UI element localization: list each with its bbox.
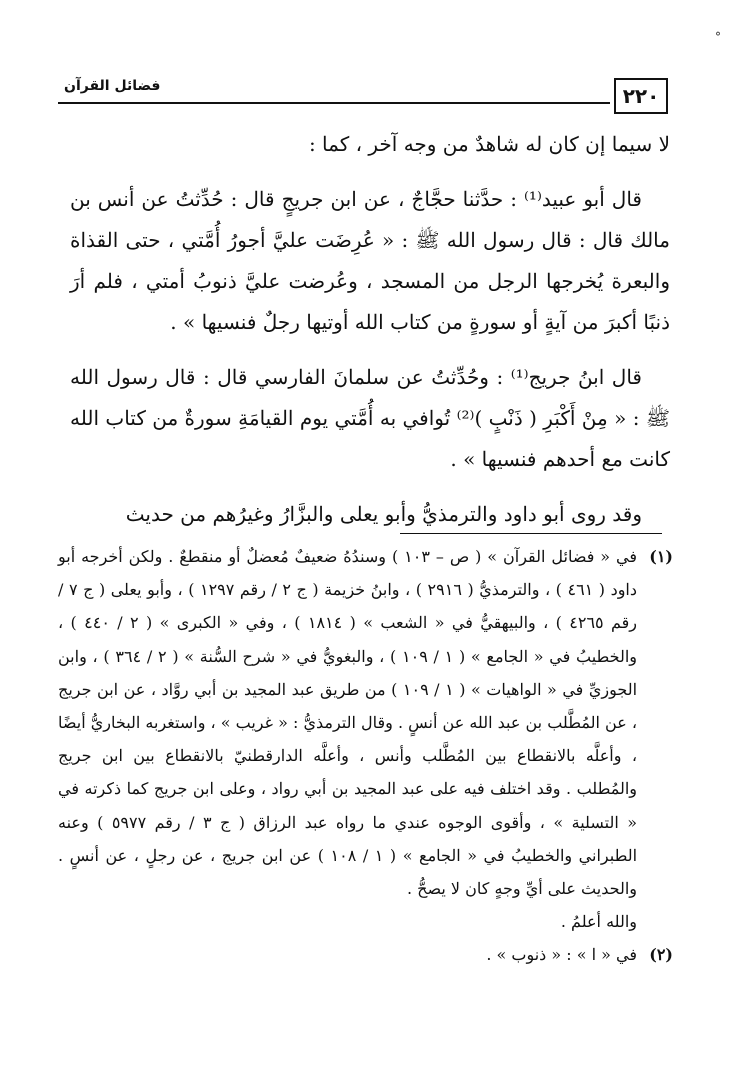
footnotes xyxy=(58,540,673,972)
footnote-number: (١) xyxy=(649,547,673,566)
main-paragraph-3: قال ابنُ جريج⁽¹⁾ : وحُدِّثتُ عن سلمانَ الفارسي قال : قال رسول الله ﷺ : « مِنْ أَكْبَرِ ( ذَنْبٍ )⁽²⁾ تُوافي به أُمَّتي يوم القيامَةِ سورةٌ من كتاب الله كانت مع أحدهم فنسيها » . xyxy=(70,365,671,471)
footnote-paragraph: في « فضائل القرآن » ( ص – ١٠٣ ) وسندُهُ ضعيفٌ مُعضلٌ أو منقطعٌ . ولكن أخرجه أبو داود ( ٤٦١ ) ، والترمذيُّ ( ٢٩١٦ ) ، وابنُ خزيمة ( ج ٢ / رقم ١٢٩٧ ) ، وأبو يعلى ( ج ٧ / رقم ٤٢٦٥ ) ، والبيهقيُّ في « الشعب » ( ١٨١٤ ) ، وفي « الكبرى » ( ٢ / ٤٤٠ ) ، والخطيبُ في « الجامع » ( ١ / ١٠٩ ) ، والبغويُّ في « شرح السُّنة » ( ٢ / ٣٦٤ ) ، وابن الجوزيِّ في « الواهيات » ( ١ / ١٠٩ ) من طريق عبد المجيد بن أبي روَّاد ، عن ابن جريج ، عن المُطَّلب بن عبد الله عن أنسٍ . وقال الترمذيُّ : « غريب » ، واستغربه البخاريُّ أيضًا ، وأعلَّه بالانقطاع بين المُطَّلب وأنس ، وأعلَّه الدارقطنيّ بالانقطاع بين ابن جريج والمُطلب . وقد اختلف فيه على عبد المجيد بن أبي رواد ، وعلى ابن جريج كما ذكرته في « التسلية » ، وأقوى الوجوه عندي ما رواه عبد الرزاق ( ج ٣ / رقم ٥٩٧٧ ) وعنه الطبراني والخطيبُ في « الجامع » ( ١ / ١٠٨ ) عن ابن جريج ، عن رجلٍ ، عن أنسٍ . والحديث على أيِّ وجهٍ كان لا يصحُّ . xyxy=(58,547,638,899)
page-number: ٢٢٠ xyxy=(614,78,668,114)
footnote-2 xyxy=(58,938,673,971)
running-title: فضائل القرآن xyxy=(64,78,161,94)
footnote-1 xyxy=(58,540,673,938)
footnote-separator xyxy=(400,533,662,534)
main-text xyxy=(70,124,670,549)
footnote-text xyxy=(58,540,637,938)
main-paragraph-1: لا سيما إن كان له شاهدٌ من وجه آخر ، كما : xyxy=(308,132,670,156)
corner-mark: ° xyxy=(715,30,721,44)
footnote-paragraph: في « ا » : « ذنوب » . xyxy=(486,945,637,965)
main-paragraph-2: قال أبو عبيد⁽¹⁾ : حدَّثنا حجَّاجٌ ، عن ابن جريجٍ قال : حُدِّثتُ عن أنس بن مالك قال : قال رسول الله ﷺ : « عُرِضَت عليَّ أجورُ أُمَّتي ، حتى القذاة والبعرة يُخرجها الرجل من المسجد ، وعُرضت عليَّ ذنوبُ أمتي ، فلم أرَ ذنبًا أكبرَ من آيةٍ أو سورةٍ من كتاب الله أوتيها رجلٌ فنسيها » . xyxy=(70,187,670,334)
footnote-number: (٢) xyxy=(649,945,673,965)
header-rule xyxy=(58,102,610,104)
main-paragraph-4: وقد روى أبو داود والترمذيُّ وأبو يعلى والبزَّارُ وغيرُهم من حديث xyxy=(125,502,642,526)
footnote-paragraph: والله أعلمُ . xyxy=(560,912,637,932)
page-header xyxy=(58,72,668,116)
footnote-text xyxy=(58,938,637,971)
